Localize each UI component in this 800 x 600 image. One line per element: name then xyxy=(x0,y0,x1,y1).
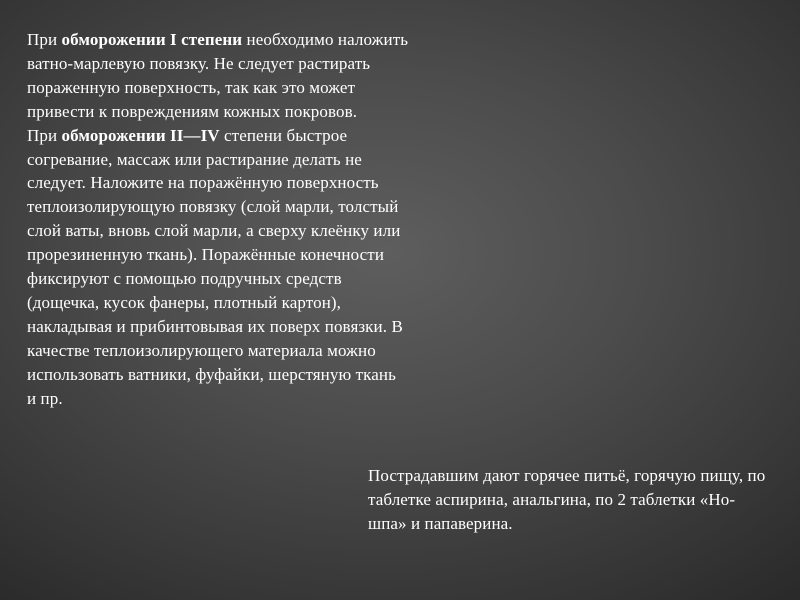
paragraph-drinks-medication: Пострадавшим дают горячее питьё, горячую пищу, по таблетке аспирина, анальгина, по 2 таблетки «Но-шпа» и папаверина. xyxy=(368,466,766,533)
paragraph-first-degree-lead: При xyxy=(27,30,62,49)
paragraph-higher-degree-lead: При xyxy=(27,125,62,145)
right-text-block xyxy=(368,464,768,536)
paragraph-first-degree-body: необходимо наложить ватно-марлевую повязку. Не следует растирать пораженную поверхность, так как это может привести к повреждениям кожных покровов. xyxy=(27,30,409,121)
paragraph-first-degree xyxy=(27,28,409,124)
paragraph-higher-degree-body: степени быстрое согревание, массаж или растирание делать не следует. Наложите на поражённую поверхность теплоизолирующую повязку (слой марли, толстый слой ваты, вновь слой марли, а сверху клеёнку или прорезиненную ткань). Поражённые конечности фиксируют с помощью подручных средств (дощечка, кусок фанеры, плотный картон), накладывая и прибинтовывая их поверх повязки. В качестве теплоизолирующего материала можно использовать ватники, фуфайки, шерстяную ткань и пр. xyxy=(27,125,403,408)
first-degree-heading: обморожении I степени xyxy=(61,30,243,49)
left-text-block xyxy=(27,28,409,411)
higher-degree-heading: обморожении II—IV xyxy=(61,125,220,145)
paragraph-higher-degree xyxy=(27,124,409,411)
